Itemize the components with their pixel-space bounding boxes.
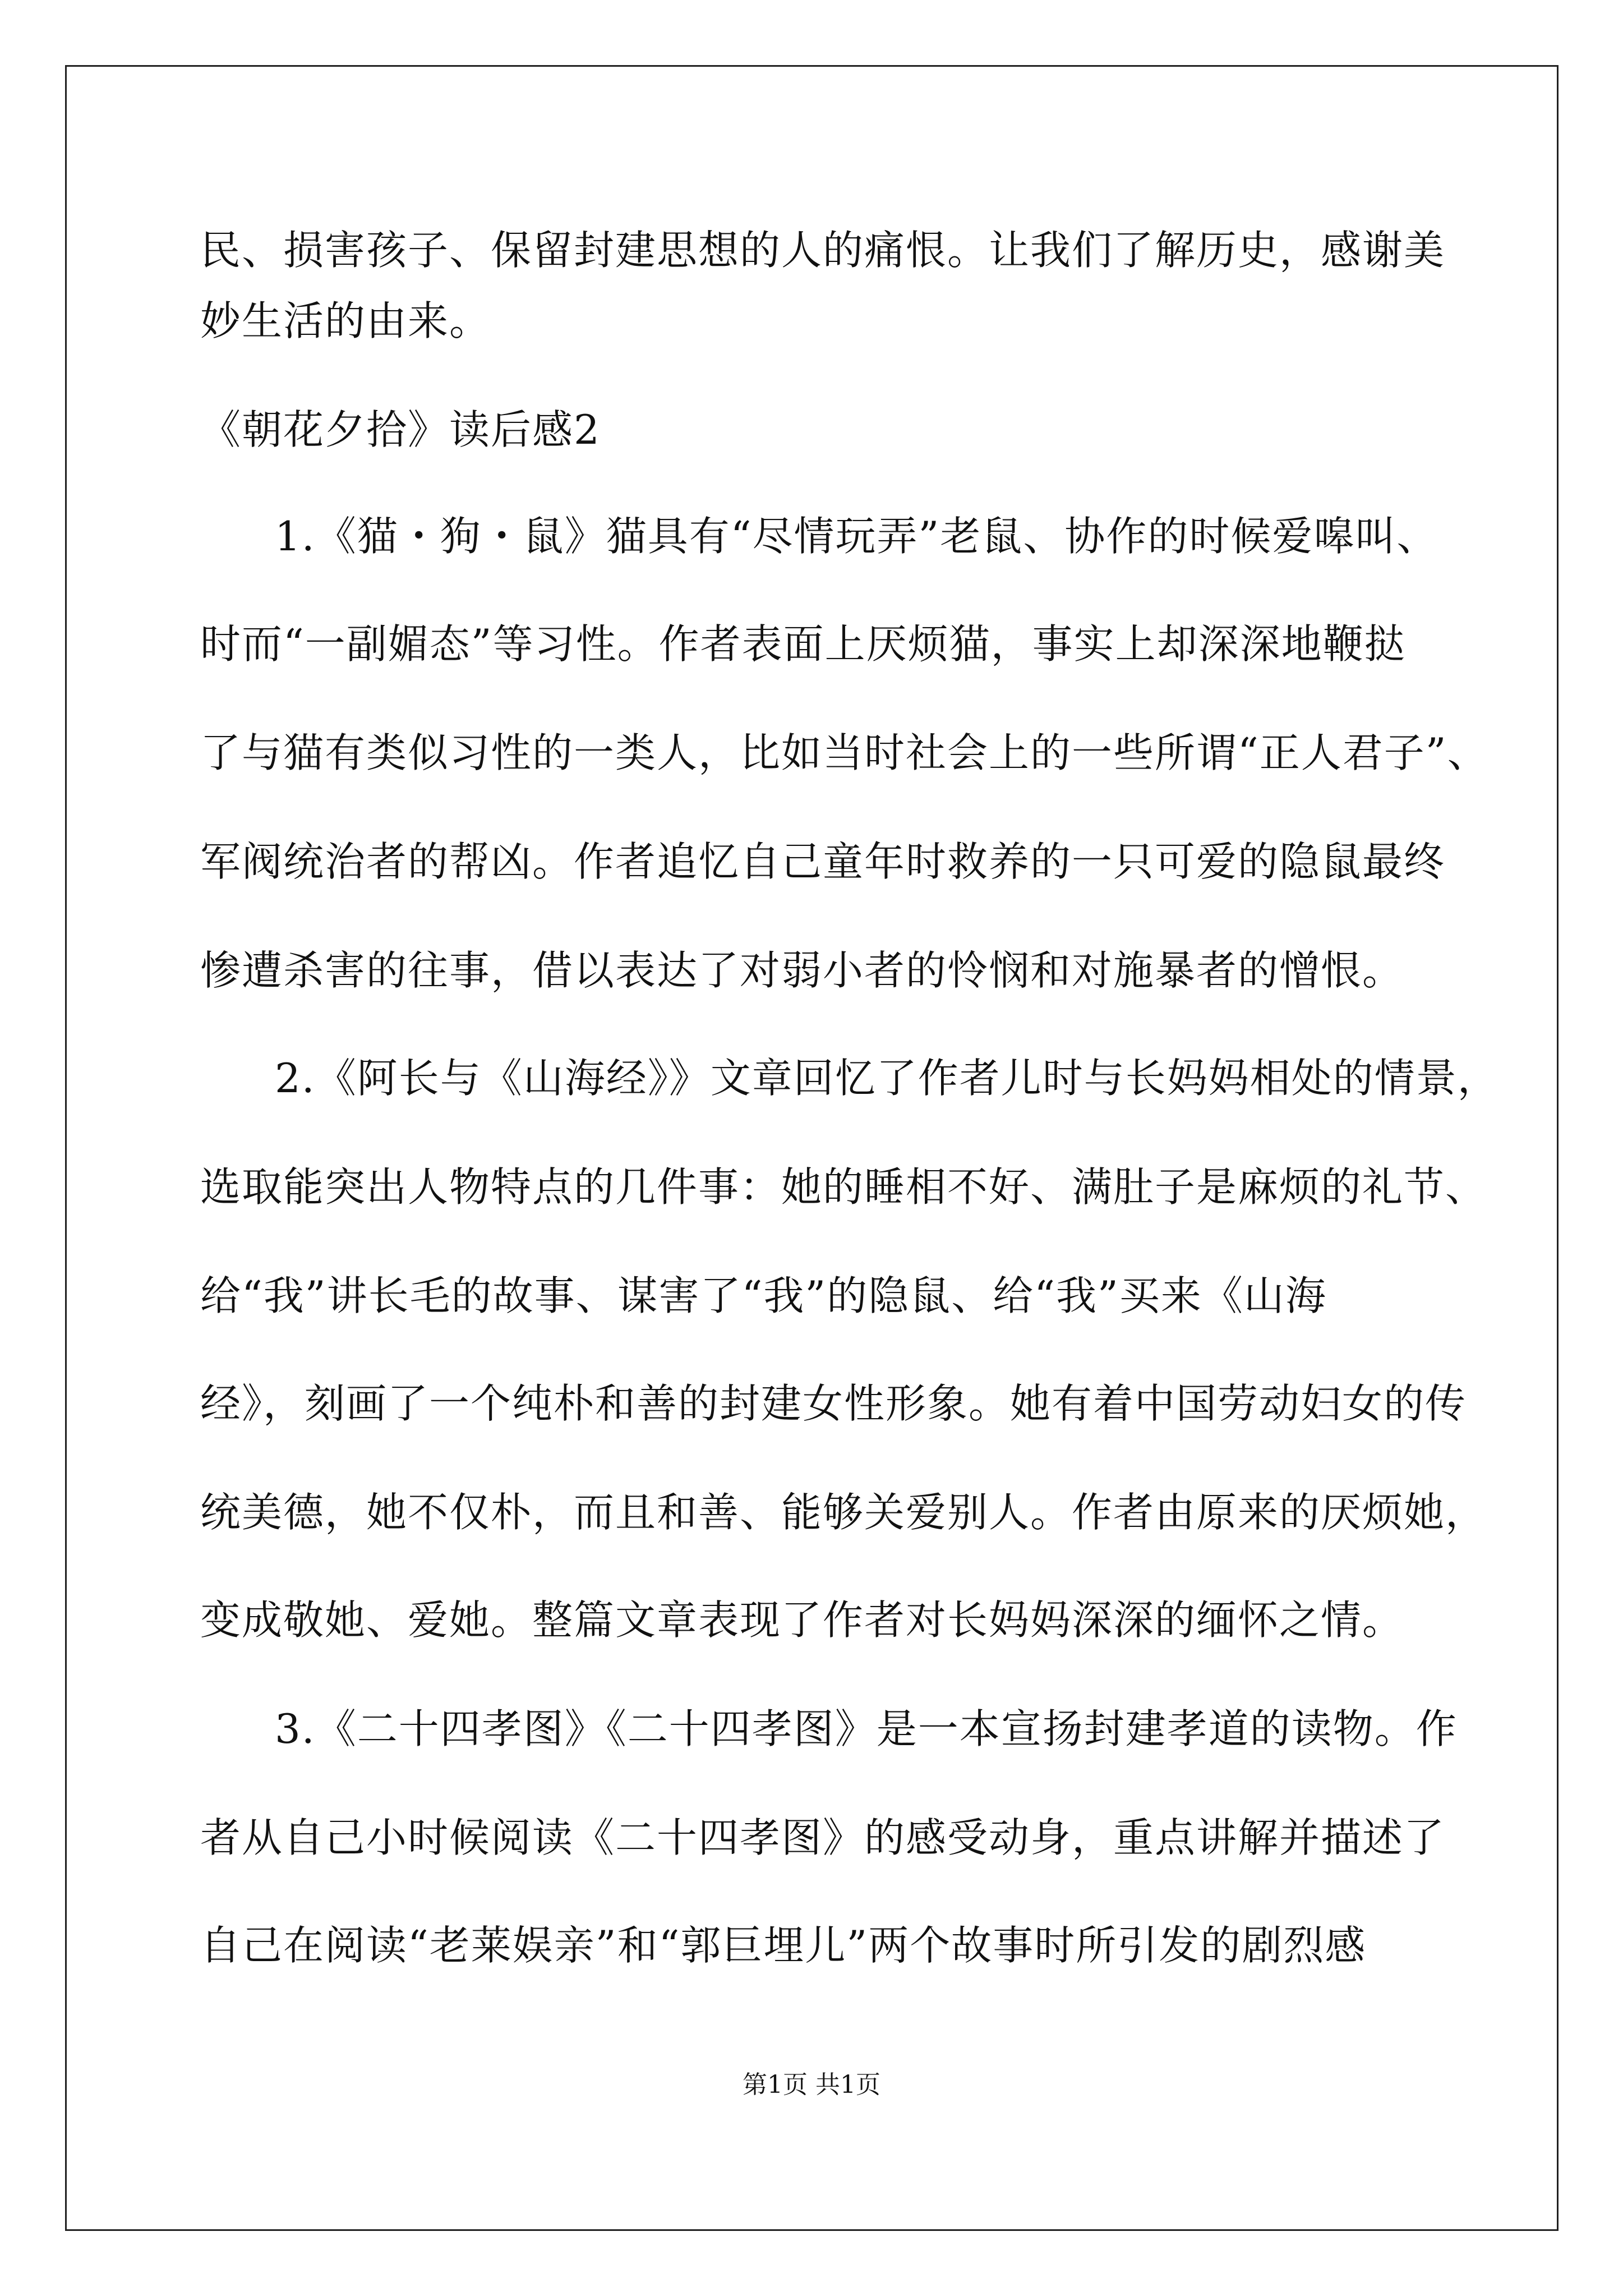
page-number: 第1页 共1页 [743, 2070, 880, 2099]
text-line: 军阀统治者的帮凶。作者追忆自己童年时救养的一只可爱的隐鼠最终 [200, 838, 1446, 885]
text-line: 了与猫有类似习性的一类人，比如当时社会上的一些所谓“正人君子”、 [200, 729, 1489, 776]
text-line: 经》，刻画了一个纯朴和善的封建女性形象。她有着中国劳动妇女的传 [200, 1380, 1467, 1427]
section-heading: 《朝花夕拾》读后感2 [200, 406, 601, 453]
text-line: 统美德，她不仅朴，而且和善、能够关爱别人。作者由原来的厌烦她， [200, 1489, 1487, 1536]
text-line: 变成敬她、爱她。整篇文章表现了作者对长妈妈深深的缅怀之情。 [200, 1596, 1404, 1644]
text-line: 民、损害孩子、保留封建思想的人的痛恨。让我们了解历史，感谢美 [200, 227, 1446, 274]
page-border [65, 65, 1559, 2231]
text-line: 惨遭杀害的往事，借以表达了对弱小者的怜悯和对施暴者的憎恨。 [200, 947, 1404, 994]
text-line: 3.《二十四孝图》《二十四孝图》是一本宣扬封建孝道的读物。作 [275, 1705, 1458, 1752]
text-line: 2.《阿长与《山海经》》文章回忆了作者儿时与长妈妈相处的情景， [275, 1055, 1499, 1102]
text-line: 给“我”讲长毛的故事、谋害了“我”的隐鼠、给“我”买来《山海 [200, 1272, 1327, 1319]
text-line: 自己在阅读“老莱娱亲”和“郭巨埋儿”两个故事时所引发的剧烈感 [200, 1922, 1367, 1969]
text-line: 妙生活的由来。 [200, 297, 491, 344]
text-line: 选取能突出人物特点的几件事：她的睡相不好、满肚子是麻烦的礼节、 [200, 1163, 1487, 1211]
text-line: 时而“一副媚态”等习性。作者表面上厌烦猫，事实上却深深地鞭挞 [200, 620, 1406, 668]
text-line: 者从自己小时候阅读《二十四孝图》的感受动身，重点讲解并描述了 [200, 1814, 1446, 1861]
text-line: 1.《猫・狗・鼠》猫具有“尽情玩弄”老鼠、协作的时候爱嗥叫、 [275, 513, 1438, 560]
